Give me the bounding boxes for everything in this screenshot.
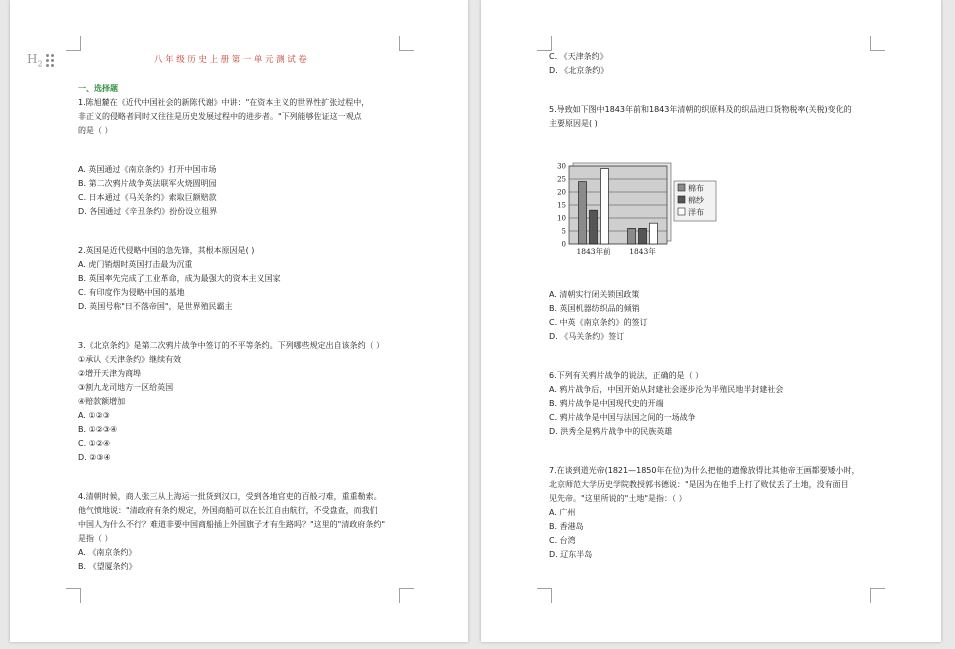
y-tick-label: 15: [557, 201, 566, 210]
question-5-option-d: D. 《马关条约》签订: [549, 332, 625, 341]
bar-棉纱-1843年前: [590, 210, 598, 244]
question-4-option-a: A. 《南京条约》: [78, 548, 137, 557]
bar-棉纱-1843年: [639, 228, 647, 244]
margin-mark-bottom-right: [870, 588, 885, 603]
legend-swatch: [678, 184, 685, 191]
legend-label: 棉纱: [688, 196, 704, 205]
question-4-stem-line: 4.清朝时候，商人张三从上海运一批货到汉口，受到各地官吏的百般刁难，重重勒索。: [78, 492, 382, 501]
legend-label: 棉布: [688, 184, 704, 193]
question-3-option-a: A. ①②③: [78, 411, 110, 420]
heading-style-handle[interactable]: [27, 52, 61, 68]
question-3-stem: 3.《北京条约》是第二次鸦片战争中签订的不平等条约。下列哪些规定出自该条约（ ）: [78, 341, 385, 350]
margin-mark-bottom-right: [399, 588, 414, 603]
question-7-option-a: A. 广州: [549, 508, 576, 517]
bar-洋布-1843年: [650, 223, 658, 244]
question-7-stem-line: 见先帝。"这里所说的"土地"是指：（ ）: [549, 494, 687, 503]
question-3-option-c: C. ①②④: [78, 439, 111, 448]
question-4-option-b: B. 《望厦条约》: [78, 562, 137, 571]
y-tick-label: 20: [557, 188, 566, 197]
question-5-option-a: A. 清朝实行闭关锁国政策: [549, 290, 640, 299]
question-3-option-d: D. ②③④: [78, 453, 111, 462]
legend-swatch: [678, 196, 685, 203]
question-2-option-d: D. 英国号称"日不落帝国"，是世界殖民霸主: [78, 302, 233, 311]
heading-level-label: $H_2$: [27, 51, 43, 69]
question-6-option-b: B. 鸦片战争是中国现代史的开端: [549, 399, 664, 408]
margin-mark-bottom-left: [66, 588, 81, 603]
question-4-stem-line: 中国人为什么不行？难道非要中国商船插上外国旗子才有生路吗？"这里的"清政府条约": [78, 520, 386, 529]
question-6-option-a: A. 鸦片战争后，中国开始从封建社会逐步沦为半殖民地半封建社会: [549, 385, 784, 394]
question-2-stem: 2.英国是近代侵略中国的急先锋，其根本原因是( ): [78, 246, 255, 255]
question-5-stem-line: 5.导致如下图中1843年前和1843年清朝的织原料及的织品进口货物税率(关税)变化的: [549, 105, 852, 114]
margin-mark-bottom-left: [537, 588, 552, 603]
question-5-option-c: C. 中英《南京条约》的签订: [549, 318, 648, 327]
y-tick-label: 30: [557, 162, 566, 171]
question-3-item: ③割九龙司地方一区给英国: [78, 383, 174, 392]
margin-mark-top-right: [870, 36, 885, 51]
question-3-item: ②增开天津为商埠: [78, 369, 142, 378]
legend-swatch: [678, 208, 685, 215]
question-5-stem-line: 主要原因是( ): [549, 119, 598, 128]
x-category-label: 1843年: [629, 247, 656, 256]
question-4-option-c: C. 《天津条约》: [549, 52, 608, 61]
document-title: 八年级历史上册第一单元测试卷: [154, 55, 310, 65]
x-category-label: 1843年前: [576, 247, 611, 256]
tariff-bar-chart: [549, 156, 719, 262]
y-tick-label: 10: [557, 214, 566, 223]
question-1-option-d: D. 各国通过《辛丑条约》扮份设立租界: [78, 207, 218, 216]
question-1-stem-line: 非正义的侵略者同时又往往是历史发展过程中的进步者。"下列能够佐证这一观点: [78, 112, 362, 121]
question-1-option-a: A. 英国通过《南京条约》打开中国市场: [78, 165, 217, 174]
y-tick-label: 25: [557, 175, 566, 184]
question-4-option-d: D. 《北京条约》: [549, 66, 609, 75]
question-6-option-d: D. 洪秀全是鸦片战争中的民族英雄: [549, 427, 673, 436]
question-4-stem-line: 是指（ ）: [78, 534, 113, 543]
margin-mark-top-left: [66, 36, 81, 51]
question-2-option-c: C. 有印度作为侵略中国的基地: [78, 288, 185, 297]
question-3-item: ①承认《天津条约》继续有效: [78, 355, 182, 364]
question-2-option-a: A. 虎门销烟时英国打击最为沉重: [78, 260, 193, 269]
bar-棉布-1843年: [628, 228, 636, 244]
question-1-stem-line: 的是（ ）: [78, 126, 113, 135]
margin-mark-top-left: [537, 36, 552, 51]
question-7-stem-line: 7.在谈到道光帝(1821—1850年在位)为什么把他的遗像放得比其他帝王画都要矮小时，: [549, 466, 860, 475]
bar-棉布-1843年前: [579, 182, 587, 244]
margin-mark-top-right: [399, 36, 414, 51]
question-1-option-c: C. 日本通过《马关条约》索取巨额赔款: [78, 193, 217, 202]
question-7-option-c: C. 台湾: [549, 536, 576, 545]
bar-洋布-1843年前: [601, 169, 609, 244]
question-6-option-c: C. 鸦片战争是中国与法国之间的一场战争: [549, 413, 696, 422]
question-4-stem-line: 他气愤地说："清政府有条约规定，外国商船可以在长江自由航行，不受盘查，而我们: [78, 506, 378, 515]
drag-handle-icon[interactable]: [46, 54, 54, 67]
question-2-option-b: B. 英国率先完成了工业革命，成为最强大的资本主义国家: [78, 274, 281, 283]
question-7-option-d: D. 辽东半岛: [549, 550, 593, 559]
question-3-item: ④赔款额增加: [78, 397, 126, 406]
question-1-option-b: B. 第二次鸦片战争英法联军火烧圆明园: [78, 179, 217, 188]
section-heading: 一、选择题: [78, 84, 118, 93]
question-6-stem: 6.下列有关鸦片战争的说法，正确的是（ ）: [549, 371, 704, 380]
question-1-stem-line: 1.陈旭麓在《近代中国社会的新陈代谢》中讲："在资本主义的世界性扩张过程中，: [78, 98, 370, 107]
legend-label: 洋布: [688, 208, 704, 217]
question-5-option-b: B. 英国机器纺织品的倾销: [549, 304, 640, 313]
question-7-option-b: B. 香港岛: [549, 522, 584, 531]
question-3-option-b: B. ①②③④: [78, 425, 118, 434]
y-tick-label: 0: [561, 240, 566, 249]
y-tick-label: 5: [561, 227, 566, 236]
question-7-stem-line: 北京师范大学历史学院教授郭书德说："是因为在他手上打了败仗丢了土地，没有面目: [549, 480, 849, 489]
